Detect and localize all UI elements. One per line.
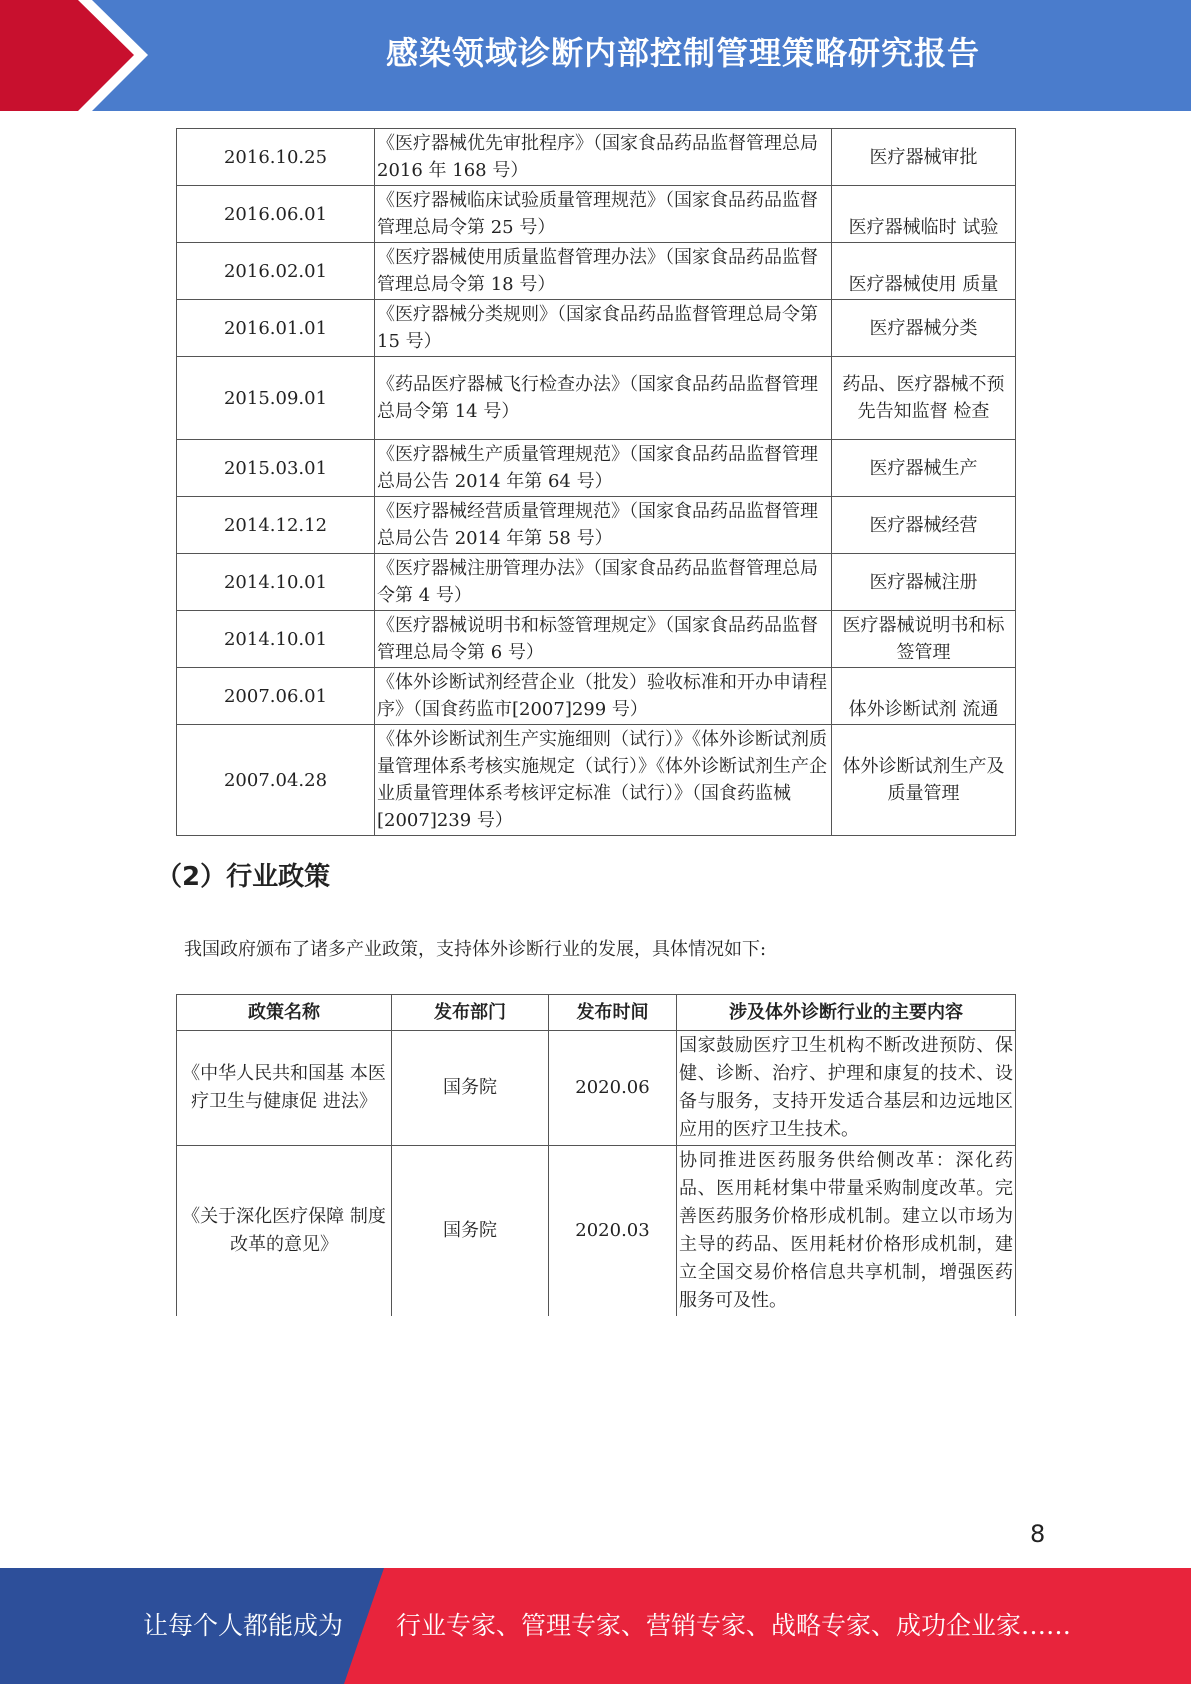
report-title: 感染领域诊断内部控制管理策略研究报告: [385, 34, 980, 72]
policy-time: 2020.06: [549, 1031, 677, 1146]
table-row: [177, 243, 1016, 300]
policy-time: 2020.03: [549, 1146, 677, 1317]
reg-date: 2016.06.01: [177, 186, 375, 243]
table-row: [177, 611, 1016, 668]
reg-date: 2014.10.01: [177, 611, 375, 668]
reg-category: 医疗器械说明书和标签管理: [832, 611, 1016, 668]
policy-dept: 国务院: [392, 1031, 549, 1146]
table-row: [177, 440, 1016, 497]
reg-document: 《医疗器械经营质量管理规范》（国家食品药品监督管理总局公告 2014 年第 58 号）: [375, 497, 832, 554]
reg-date: 2014.10.01: [177, 554, 375, 611]
reg-document: 《医疗器械注册管理办法》（国家食品药品监督管理总局令第 4 号）: [375, 554, 832, 611]
table-row: [177, 300, 1016, 357]
table-row: [177, 129, 1016, 186]
table-row: [177, 186, 1016, 243]
reg-category: 医疗器械生产: [832, 440, 1016, 497]
policy-dept: 国务院: [392, 1146, 549, 1317]
column-header: 发布部门: [392, 995, 549, 1031]
reg-date: 2015.03.01: [177, 440, 375, 497]
footer-slogan-right: 行业专家、管理专家、营销专家、战略专家、成功企业家……: [396, 1611, 1072, 1640]
section-heading: （2）行业政策: [156, 862, 331, 892]
reg-document: 《体外诊断试剂经营企业（批发）验收标准和开办申请程序》（国食药监市[2007]299 号）: [375, 668, 832, 725]
reg-category: 医疗器械审批: [832, 129, 1016, 186]
reg-date: 2014.12.12: [177, 497, 375, 554]
table-row: [177, 725, 1016, 836]
table-row: [177, 1031, 1016, 1146]
table-row: [177, 497, 1016, 554]
table-row: [177, 554, 1016, 611]
column-header: 发布时间: [549, 995, 677, 1031]
reg-document: 《医疗器械生产质量管理规范》（国家食品药品监督管理总局公告 2014 年第 64 号）: [375, 440, 832, 497]
reg-document: 《医疗器械优先审批程序》（国家食品药品监督管理总局 2016 年 168 号）: [375, 129, 832, 186]
reg-category: 医疗器械注册: [832, 554, 1016, 611]
column-header: 政策名称: [177, 995, 392, 1031]
reg-document: 《医疗器械使用质量监督管理办法》（国家食品药品监督管理总局令第 18 号）: [375, 243, 832, 300]
reg-date: 2016.02.01: [177, 243, 375, 300]
reg-category: 医疗器械经营: [832, 497, 1016, 554]
reg-document: 《医疗器械临床试验质量管理规范》（国家食品药品监督管理总局令第 25 号）: [375, 186, 832, 243]
column-header: 涉及体外诊断行业的主要内容: [677, 995, 1016, 1031]
policy-table: [176, 994, 1016, 1316]
reg-date: 2015.09.01: [177, 357, 375, 440]
policy-content: 协同推进医药服务供给侧改革：深化药品、医用耗材集中带量采购制度改革。完善医药服务价格形成机制。建立以市场为主导的药品、医用耗材价格形成机制，建立全国交易价格信息共享机制，增强医药服务可及性。: [677, 1146, 1016, 1317]
reg-date: 2016.10.25: [177, 129, 375, 186]
reg-date: 2016.01.01: [177, 300, 375, 357]
header-chevron-icon: [0, 0, 160, 111]
reg-date: 2007.06.01: [177, 668, 375, 725]
policy-content: 国家鼓励医疗卫生机构不断改进预防、保健、诊断、治疗、护理和康复的技术、设备与服务，支持开发适合基层和边远地区应用的医疗卫生技术。: [677, 1031, 1016, 1146]
regulations-table: [176, 128, 1016, 836]
reg-document: 《药品医疗器械飞行检查办法》（国家食品药品监督管理总局令第 14 号）: [375, 357, 832, 440]
section-intro: 我国政府颁布了诸多产业政策，支持体外诊断行业的发展，具体情况如下:: [184, 939, 767, 960]
table-header-row: [177, 995, 1016, 1031]
header-banner: [0, 0, 1191, 111]
table-row: [177, 668, 1016, 725]
reg-document: 《体外诊断试剂生产实施细则（试行）》《体外诊断试剂质量管理体系考核实施规定（试行）》《体外诊断试剂生产企业质量管理体系考核评定标准（试行）》（国食药监械[2007]239 号）: [375, 725, 832, 836]
policy-name: 《关于深化医疗保障 制度改革的意见》: [177, 1146, 392, 1317]
reg-category: 医疗器械临时 试验: [832, 186, 1016, 243]
footer-slogan-left: 让每个人都能成为: [143, 1611, 344, 1640]
reg-document: 《医疗器械说明书和标签管理规定》（国家食品药品监督管理总局令第 6 号）: [375, 611, 832, 668]
reg-category: 体外诊断试剂生产及质量管理: [832, 725, 1016, 836]
footer-banner: [0, 1568, 1191, 1684]
reg-category: 药品、医疗器械不预先告知监督 检查: [832, 357, 1016, 440]
page-number: 8: [1030, 1520, 1046, 1548]
reg-category: 体外诊断试剂 流通: [832, 668, 1016, 725]
reg-category: 医疗器械使用 质量: [832, 243, 1016, 300]
reg-date: 2007.04.28: [177, 725, 375, 836]
table-row: [177, 357, 1016, 440]
reg-document: 《医疗器械分类规则》（国家食品药品监督管理总局令第 15 号）: [375, 300, 832, 357]
table-row: [177, 1146, 1016, 1317]
reg-category: 医疗器械分类: [832, 300, 1016, 357]
policy-name: 《中华人民共和国基 本医疗卫生与健康促 进法》: [177, 1031, 392, 1146]
